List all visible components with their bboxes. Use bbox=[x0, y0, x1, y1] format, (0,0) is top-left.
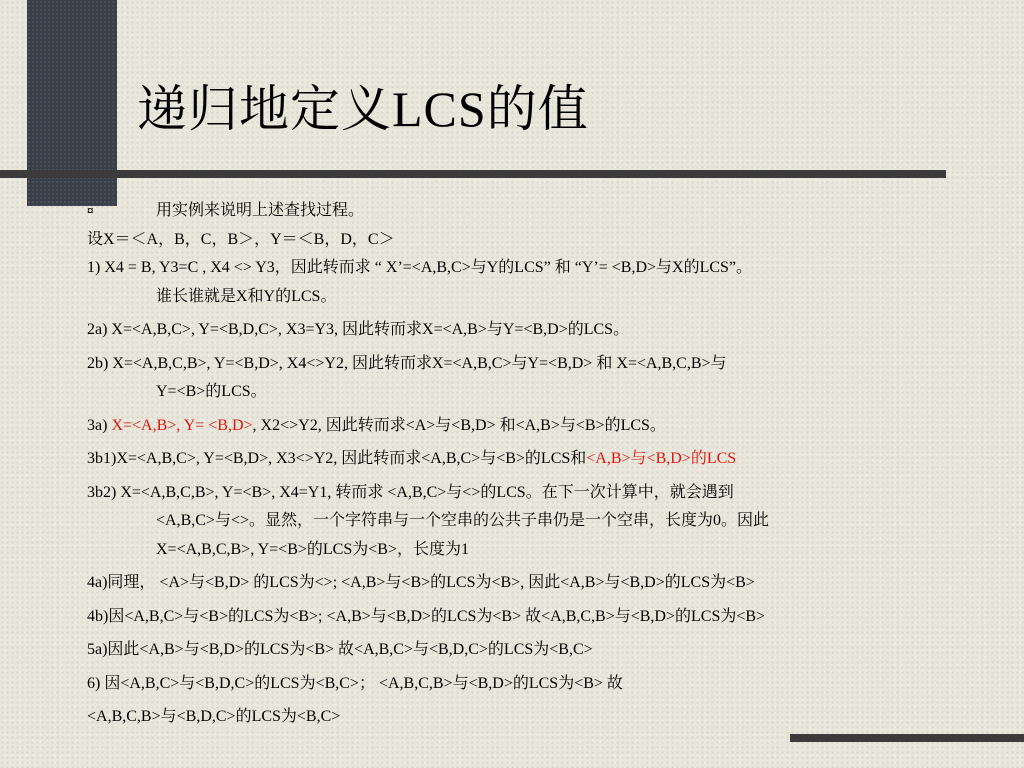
text-line-step-4b: 4b)因<A,B,C>与<B>的LCS为<B>; <A,B>与<B,D>的LCS为<B> 故<A,B,C,B>与<B,D>的LCS为<B> bbox=[87, 607, 766, 625]
bottom-decorative-bar bbox=[790, 734, 1024, 742]
text-line-definition: 设X＝＜A，B，C，B＞，Y＝＜B，D，C＞ bbox=[87, 230, 395, 248]
step-3a-highlight: X=<A,B>, Y= <B,D> bbox=[111, 416, 253, 434]
text-line-step-6: 6) 因<A,B,C>与<B,D,C>的LCS为<B,C>； <A,B,C,B>与<B,D>的LCS为<B> 故 bbox=[87, 674, 623, 692]
text-line-step-5a: 5a)因此<A,B>与<B,D>的LCS为<B> 故<A,B,C>与<B,D,C>的LCS为<B,C> bbox=[87, 641, 593, 658]
text-line-step-3b2-cont-2: X=<A,B,C,B>, Y=<B>的LCS为<B>，长度为1 bbox=[156, 540, 469, 558]
step-3a-rest: , X2<>Y2, 因此转而求<A>与<B,D> 和<A,B>与<B>的LCS。 bbox=[252, 416, 666, 434]
text-line-step-1: 1) X4 = B, Y3=C , X4 <> Y3，因此转而求 “ X’=<A,B,C>与Y的LCS” 和 “Y’= <B,D>与X的LCS”。 bbox=[87, 259, 753, 276]
text-line-step-2b-cont: Y=<B>的LCS。 bbox=[156, 383, 267, 400]
text-line-step-4a: 4a)同理， <A>与<B,D> 的LCS为<>; <A,B>与<B>的LCS为<B>, 因此<A,B>与<B,D>的LCS为<B> bbox=[87, 574, 755, 591]
text-line-intro: 用实例来说明上述查找过程。 bbox=[156, 202, 365, 219]
text-line-step-2a: 2a) X=<A,B,C>, Y=<B,D,C>, X3=Y3, 因此转而求X=<A,B>与Y=<B,D>的LCS。 bbox=[87, 321, 630, 338]
text-line-step-3b1 bbox=[87, 445, 967, 474]
text-line-step-3b2-cont-1: <A,B,C>与<>。显然，一个字符串与一个空串的公共子串仍是一个空串，长度为0。因此 bbox=[156, 512, 769, 529]
text-line-step-3a bbox=[87, 412, 967, 441]
bullet-icon: ¤ bbox=[87, 203, 94, 218]
text-line-step-2b: 2b) X=<A,B,C,B>, Y=<B,D>, X4<>Y2, 因此转而求X=<A,B,C>与Y=<B,D> 和 X=<A,B,C,B>与 bbox=[87, 354, 727, 372]
step-3a-prefix: 3a) bbox=[87, 416, 112, 434]
slide-body bbox=[87, 197, 967, 732]
step-3b1-text: 3b1)X=<A,B,C>, Y=<B,D>, X3<>Y2, 因此转而求<A,B,C>与<B>的LCS和 bbox=[87, 450, 587, 467]
text-line-step-6-cont: <A,B,C,B>与<B,D,C>的LCS为<B,C> bbox=[87, 708, 341, 725]
title-divider-bar bbox=[0, 170, 946, 178]
step-3b1-highlight: <A,B>与<B,D>的LCS bbox=[586, 450, 737, 467]
text-line-step-1-cont: 谁长谁就是X和Y的LCS。 bbox=[156, 287, 337, 305]
text-line-step-3b2: 3b2) X=<A,B,C,B>, Y=<B>, X4=Y1, 转而求 <A,B,C>与<>的LCS。在下一次计算中，就会遇到 bbox=[87, 483, 734, 501]
slide-title: 递归地定义LCS的值 bbox=[137, 81, 589, 137]
